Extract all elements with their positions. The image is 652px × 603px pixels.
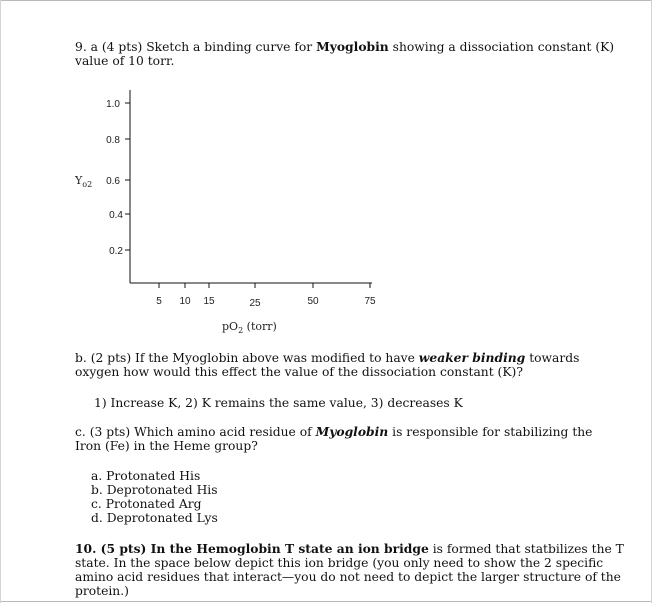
x-axis-label: $pO_2$ (torr)	[222, 320, 277, 335]
question-9b-choices: 1) Increase K, 2) K remains the same value, 3) decreases K	[94, 396, 463, 410]
question-10-line-1: 10. (5 pts) In the Hemoglobin T state an ion bridge is formed that statbilizes the T	[75, 541, 624, 556]
question-9b-line-1: b. (2 pts) If the Myoglobin above was modified to have weaker binding towards	[75, 350, 580, 365]
answer-option: d. Deprotonated Lys	[91, 511, 218, 525]
y-tick-label: 0.4	[109, 210, 123, 221]
x-tick-label: 50	[307, 296, 319, 307]
question-9a-line-2: value of 10 torr.	[75, 54, 175, 68]
answer-option: c. Protonated Arg	[91, 497, 202, 511]
y-tick-label: 0.2	[109, 246, 123, 257]
y-tick-label: 1.0	[106, 99, 120, 110]
answer-option: a. Protonated His	[91, 469, 201, 483]
question-10-line-4: protein.)	[75, 584, 129, 598]
x-tick-label: 5	[156, 296, 162, 307]
y-axis-label: $Y_{o2}$	[75, 174, 93, 189]
x-tick-label: 75	[364, 296, 376, 307]
y-tick-label: 0.6	[106, 176, 120, 187]
y-tick-label: 0.8	[106, 135, 120, 146]
x-tick-label: 10	[179, 296, 191, 307]
question-9a-line-1: 9. a (4 pts) Sketch a binding curve for Myoglobin showing a dissociation constant (K)	[75, 39, 615, 54]
question-9c-line-1: c. (3 pts) Which amino acid residue of Myoglobin is responsible for stabilizing the	[75, 424, 593, 439]
x-tick-label: 25	[249, 298, 261, 309]
answer-option: b. Deprotonated His	[91, 483, 218, 497]
question-9c-line-2: Iron (Fe) in the Heme group?	[75, 439, 258, 453]
question-10-line-3: amino acid residues that interact—you do not need to depict the larger structure of the	[75, 570, 621, 584]
question-9b-line-2: oxygen how would this effect the value of the dissociation constant (K)?	[75, 365, 523, 379]
question-10-line-2: state. In the space below depict this ion bridge (you only need to show the 2 specific	[75, 556, 604, 570]
x-tick-label: 15	[203, 296, 215, 307]
